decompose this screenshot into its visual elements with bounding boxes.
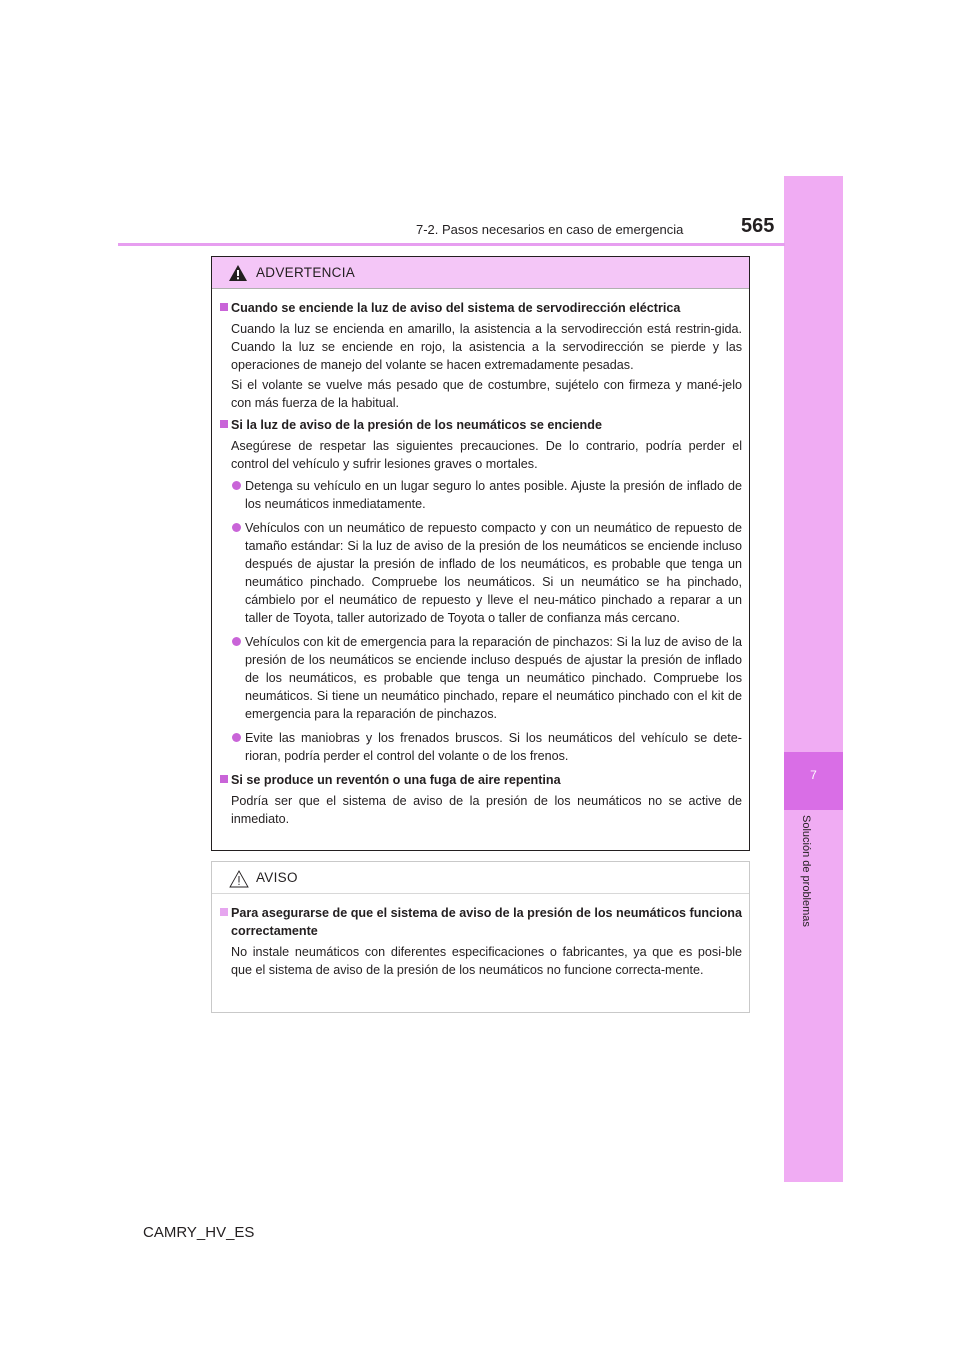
square-bullet-icon bbox=[220, 775, 228, 783]
list-item-text: Vehículos con kit de emergencia para la reparación de pinchazos: Si la luz de aviso de la presión de los neumáticos se enciende incluso después de ajustar la presión de inflado de los neumáticos, es probable que tenga un neumático pinchado. Compruebe los neumáticos. Si tiene un neumático pinchado, repare el neumático pinchado con el kit de emergencia para la reparación de pinchazos. bbox=[245, 635, 742, 721]
square-bullet-icon bbox=[220, 908, 228, 916]
item-paragraph: Si el volante se vuelve más pesado que de costumbre, sujételo con firmeza y mané-jelo con más fuerza de la habitual. bbox=[231, 378, 742, 410]
warning-triangle-icon bbox=[229, 265, 247, 286]
item-title: Si la luz de aviso de la presión de los neumáticos se enciende bbox=[231, 418, 602, 432]
item-title: Cuando se enciende la luz de aviso del sistema de servodirección eléctrica bbox=[231, 301, 681, 315]
list-item bbox=[231, 729, 742, 765]
item-paragraph: No instale neumáticos con diferentes especificaciones o fabricantes, ya que es posi-ble que el sistema de aviso de la presión de los neumáticos no funcione correcta-mente. bbox=[231, 945, 742, 977]
warning-header bbox=[212, 257, 749, 289]
page-number: 565 bbox=[741, 215, 775, 237]
item-paragraph: Asegúrese de respetar las siguientes precauciones. De lo contrario, podría perder el control del vehículo y sufrir lesiones graves o mortales. bbox=[231, 439, 742, 471]
chapter-number: 7 bbox=[810, 768, 817, 782]
warning-item-tire-pressure bbox=[219, 416, 742, 765]
notice-header bbox=[212, 862, 749, 894]
list-item-text: Vehículos con un neumático de repuesto compacto y con un neumático de repuesto de tamaño estándar: Si la luz de aviso de la presión de los neumáticos se enciende incluso después de ajustar la presión de inflado de los neumáticos, es probable que tenga un neumático pinchado. Compruebe los neumáticos. Si un neumático se ha pinchado, cámbielo por el neumático de repuesto y lleve el neu-mático pinchado a reparar a un taller de Toyota, taller autorizado de Toyota o taller de confianza más cercano. bbox=[245, 521, 742, 625]
round-bullet-icon bbox=[232, 523, 241, 532]
item-paragraph: Podría ser que el sistema de aviso de la presión de los neumáticos no se active de inmediato. bbox=[231, 794, 742, 826]
warning-item-blowout bbox=[219, 771, 742, 828]
notice-body bbox=[212, 894, 749, 979]
list-item-text: Detenga su vehículo en un lugar seguro lo antes posible. Ajuste la presión de inflado de los neumáticos inmediatamente. bbox=[245, 479, 742, 511]
item-paragraph: Cuando la luz se encienda en amarillo, la asistencia a la servodirección está restrin-gida. Cuando la luz se enciende en rojo, la asistencia a la servodirección se pierde y las operaciones de manejo del volante se hacen extremadamente pesadas. bbox=[231, 322, 742, 372]
notice-heading: AVISO bbox=[256, 870, 298, 885]
round-bullet-icon bbox=[232, 637, 241, 646]
square-bullet-icon bbox=[220, 303, 228, 311]
notice-item-tire-pressure-system bbox=[219, 904, 742, 979]
warning-heading: ADVERTENCIA bbox=[256, 265, 356, 280]
item-title: Para asegurarse de que el sistema de aviso de la presión de los neumáticos funciona correctamente bbox=[231, 906, 742, 938]
chapter-side-tab bbox=[784, 176, 843, 1182]
square-bullet-icon bbox=[220, 420, 228, 428]
list-item bbox=[231, 633, 742, 723]
round-bullet-icon bbox=[232, 733, 241, 742]
section-title: 7-2. Pasos necesarios en caso de emergencia bbox=[416, 222, 684, 237]
list-item-text: Evite las maniobras y los frenados bruscos. Si los neumáticos del vehículo se dete-rioran, podría perder el control del volante o de los frenos. bbox=[245, 731, 742, 763]
warning-item-power-steering bbox=[219, 299, 742, 412]
caution-triangle-outline-icon bbox=[229, 870, 249, 893]
round-bullet-icon bbox=[232, 481, 241, 490]
footer-code: CAMRY_HV_ES bbox=[143, 1224, 255, 1241]
warning-box bbox=[211, 256, 750, 851]
item-title: Si se produce un reventón o una fuga de aire repentina bbox=[231, 773, 561, 787]
list-item bbox=[231, 519, 742, 627]
list-item bbox=[231, 477, 742, 513]
notice-box bbox=[211, 861, 750, 1013]
header-rule bbox=[118, 243, 785, 246]
chapter-title: Solución de problemas bbox=[800, 815, 812, 927]
chapter-number-tab bbox=[784, 752, 843, 810]
warning-body bbox=[212, 289, 749, 828]
